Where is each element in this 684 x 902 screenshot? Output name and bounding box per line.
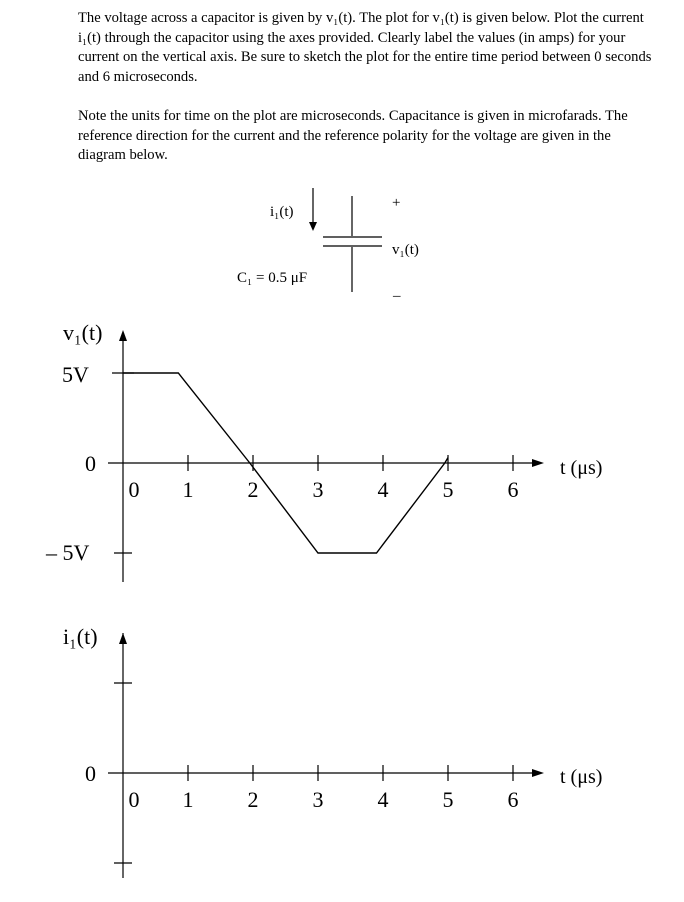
current-plot xyxy=(63,624,602,878)
current-y-label: i₁(t) xyxy=(63,624,98,649)
current-x-label: t (μs) xyxy=(560,766,603,788)
capacitor-diagram xyxy=(237,188,419,304)
voltage-y-tick-label-0: 0 xyxy=(85,451,96,476)
voltage-x-tick-label-6: 6 xyxy=(507,477,519,502)
voltage-y-tick-label-5v: 5V xyxy=(62,362,89,387)
current-x-tick-label-3: 3 xyxy=(312,787,324,812)
current-x-tick-label-2: 2 xyxy=(247,787,259,812)
current-x-tick-label-0: 0 xyxy=(128,787,140,812)
voltage-x-tick-label-0: 0 xyxy=(128,477,140,502)
voltage-x-tick-label-4: 4 xyxy=(377,477,389,502)
current-y-tick-label-0: 0 xyxy=(85,761,96,786)
current-label: i₁(t) xyxy=(270,204,294,220)
voltage-plot xyxy=(45,320,602,582)
current-x-tick-label-4: 4 xyxy=(377,787,389,812)
voltage-minus-sign: – xyxy=(393,288,401,304)
current-x-tick-label-6: 6 xyxy=(507,787,519,812)
current-arrow-head xyxy=(309,222,317,231)
problem-paragraph-2: Note the units for time on the plot are microseconds. Capacitance is given in microfarads. The reference direction for the current and the reference polarity for the voltage are given in the diagram below. xyxy=(78,108,628,163)
voltage-y-tick-label-neg5v: – 5V xyxy=(46,540,90,565)
current-x-tick-label-1: 1 xyxy=(182,787,194,812)
voltage-plus-sign: + xyxy=(392,195,401,211)
current-x-tick-label-5: 5 xyxy=(442,787,454,812)
voltage-x-tick-label-5: 5 xyxy=(442,477,454,502)
voltage-x-tick-label-3: 3 xyxy=(312,477,324,502)
voltage-label: v₁(t) xyxy=(392,242,419,258)
current-x-axis-arrow xyxy=(532,769,544,777)
capacitance-label: C₁ = 0.5 μF xyxy=(237,270,308,286)
voltage-x-tick-label-2: 2 xyxy=(247,477,259,502)
problem-paragraph-1: The voltage across a capacitor is given by v₁(t). The plot for v₁(t) is given below. Plot the current i₁(t) through the capacitor using the axes provided. Clearly label the values (in amps) for your current on the vertical axis. Be sure to sketch the plot for the entire time period between 0 seconds and 6 microseconds. xyxy=(78,10,652,85)
voltage-x-axis-arrow xyxy=(532,459,544,467)
voltage-x-label: t (μs) xyxy=(560,457,603,479)
voltage-y-label: v₁(t) xyxy=(63,320,103,345)
voltage-y-axis-arrow xyxy=(119,330,127,341)
voltage-x-tick-label-1: 1 xyxy=(182,477,194,502)
current-y-axis-arrow xyxy=(119,633,127,644)
